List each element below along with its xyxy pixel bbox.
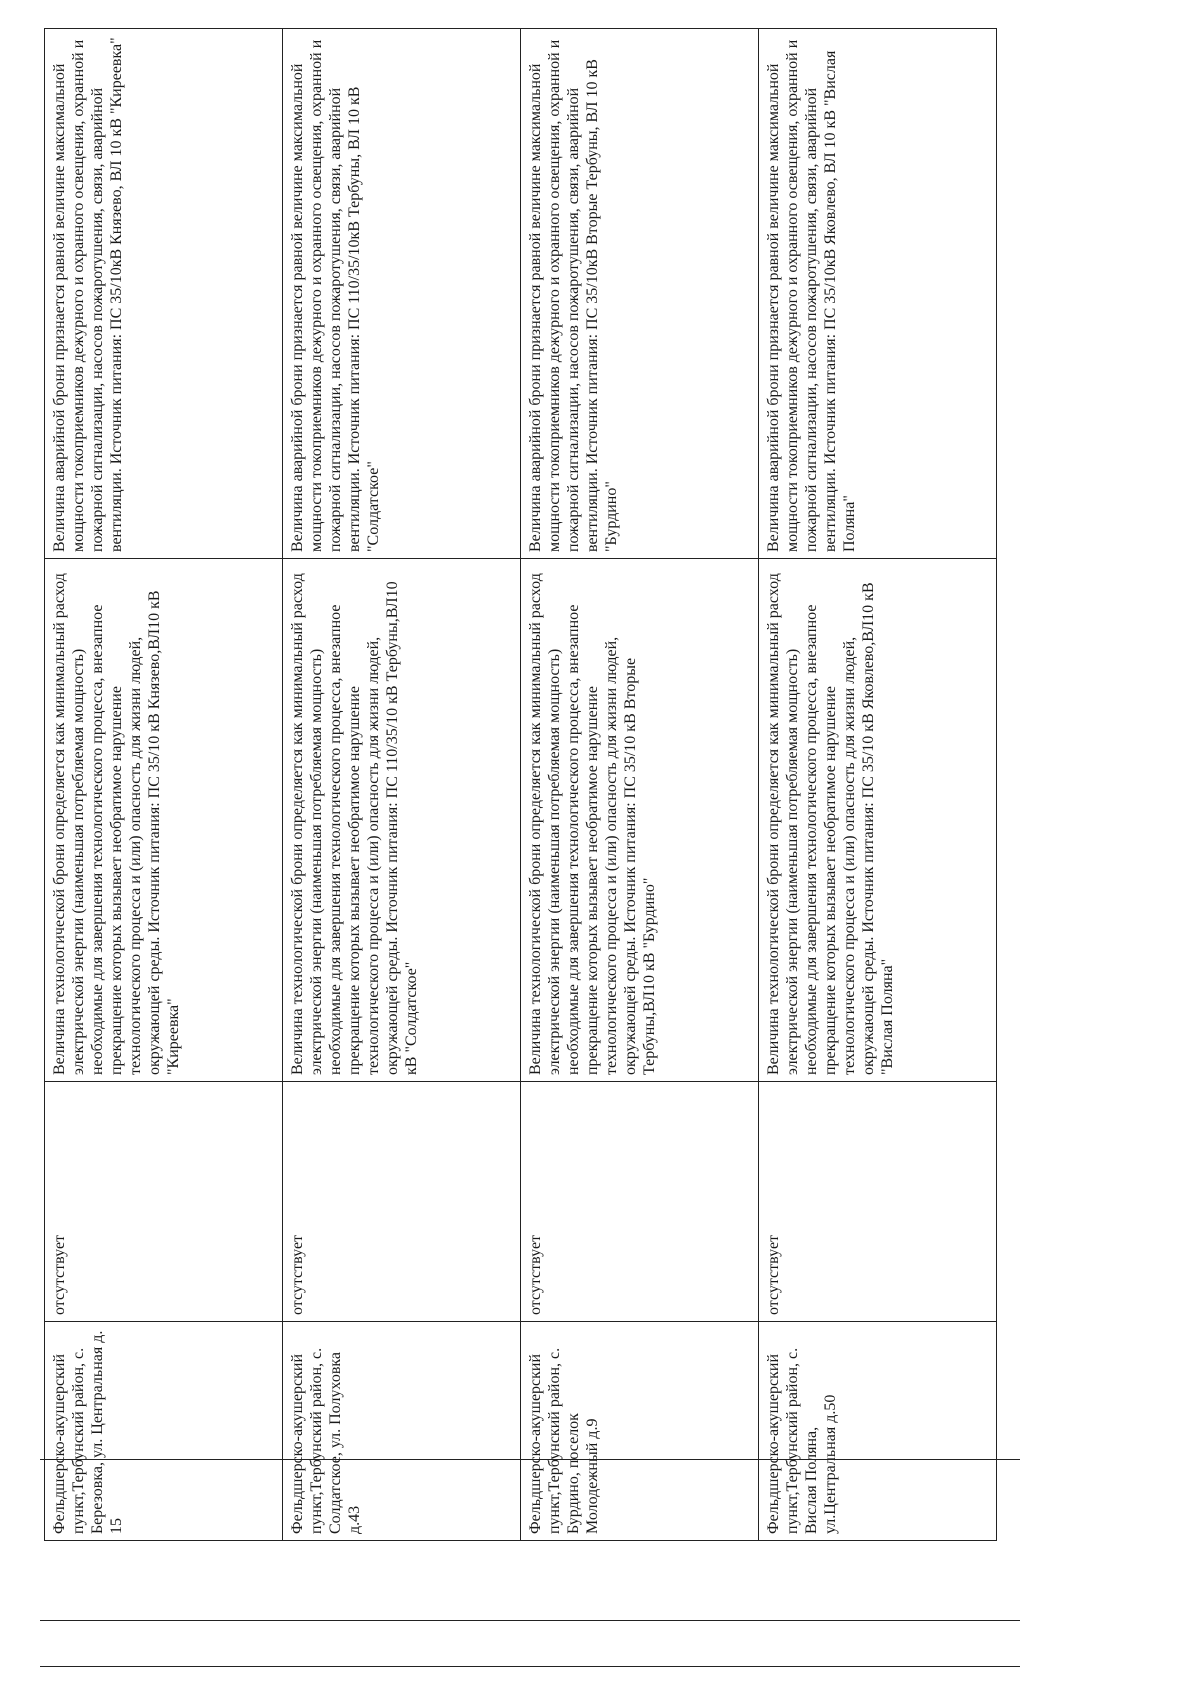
table-row (759, 29, 997, 1541)
emergency-reserve-cell: Величина аварийной брони признается равной величине максимальной мощности токоприемников дежурного и охранного освещения, охранной и пожарной сигнализации, насосов пожаротушения, связи, аварийной вентиляции. Источник питания: ПС 35/10кВ Вторые Тербуны, ВЛ 10 кВ "Бурдино" (521, 29, 759, 559)
emergency-reserve-cell: Величина аварийной брони признается равной величине максимальной мощности токоприемников дежурного и охранного освещения, охранной и пожарной сигнализации, насосов пожаротушения, связи, аварийной вентиляции. Источник питания: ПС 110/35/10кВ Тербуны, ВЛ 10 кВ "Солдатское" (283, 29, 521, 559)
divider-line (40, 1666, 1020, 1667)
divider-line (40, 1459, 1020, 1460)
technological-reserve-cell: Величина технологической брони определяется как минимальный расход электрической энергии (наименьшая потребляемая мощность) необходимые для завершения технологического процесса, внезапное прекращение которых вызывает необратимое нарушение технологического процесса и (или) опасность для жизни людей, окружающей среды. Источник питания: ПС 35/10 кВ Яковлево,ВЛ10 кВ "Вислая Поляна" (759, 559, 997, 1082)
status-cell: отсутствует (283, 1082, 521, 1322)
facility-cell: Фельдшерско-акушерский пункт,Тербунский район, с. Березовка, ул. Центральная д. 15 (45, 1322, 283, 1541)
table-row (521, 29, 759, 1541)
status-cell: отсутствует (759, 1082, 997, 1322)
status-cell: отсутствует (45, 1082, 283, 1322)
technological-reserve-cell: Величина технологической брони определяется как минимальный расход электрической энергии (наименьшая потребляемая мощность) необходимые для завершения технологического процесса, внезапное прекращение которых вызывает необратимое нарушение технологического процесса и (или) опасность для жизни людей, окружающей среды. Источник питания: ПС 110/35/10 кВ Тербуны,ВЛ10 кВ "Солдатское" (283, 559, 521, 1082)
facility-cell: Фельдшерско-акушерский пункт,Тербунский район, с. Бурдино, поселок Молодежный д.9 (521, 1322, 759, 1541)
status-cell: отсутствует (521, 1082, 759, 1322)
technological-reserve-cell: Величина технологической брони определяется как минимальный расход электрической энергии (наименьшая потребляемая мощность) необходимые для завершения технологического процесса, внезапное прекращение которых вызывает необратимое нарушение технологического процесса и (или) опасность для жизни людей, окружающей среды. Источник питания: ПС 35/10 кВ Князево,ВЛ10 кВ "Киреевка" (45, 559, 283, 1082)
facility-cell: Фельдшерско-акушерский пункт,Тербунский район, с. Вислая Поляна, ул.Центральная д.50 (759, 1322, 997, 1541)
table-row (45, 29, 283, 1541)
power-reserve-table (44, 28, 997, 1541)
technological-reserve-cell: Величина технологической брони определяется как минимальный расход электрической энергии (наименьшая потребляемая мощность) необходимые для завершения технологического процесса, внезапное прекращение которых вызывает необратимое нарушение технологического процесса и (или) опасность для жизни людей, окружающей среды. Источник питания: ПС 35/10 кВ Вторые Тербуны,ВЛ10 кВ "Бурдино" (521, 559, 759, 1082)
emergency-reserve-cell: Величина аварийной брони признается равной величине максимальной мощности токоприемников дежурного и охранного освещения, охранной и пожарной сигнализации, насосов пожаротушения, связи, аварийной вентиляции. Источник питания: ПС 35/10кВ Яковлево, ВЛ 10 кВ "Вислая Поляна" (759, 29, 997, 559)
facility-cell: Фельдшерско-акушерский пункт,Тербунский район, с. Солдатское, ул. Полуховка д.43 (283, 1322, 521, 1541)
emergency-reserve-cell: Величина аварийной брони признается равной величине максимальной мощности токоприемников дежурного и охранного освещения, охранной и пожарной сигнализации, насосов пожаротушения, связи, аварийной вентиляции. Источник питания: ПС 35/10кВ Князево, ВЛ 10 кВ "Киреевка" (45, 29, 283, 559)
table-row (283, 29, 521, 1541)
divider-line (40, 1620, 1020, 1621)
